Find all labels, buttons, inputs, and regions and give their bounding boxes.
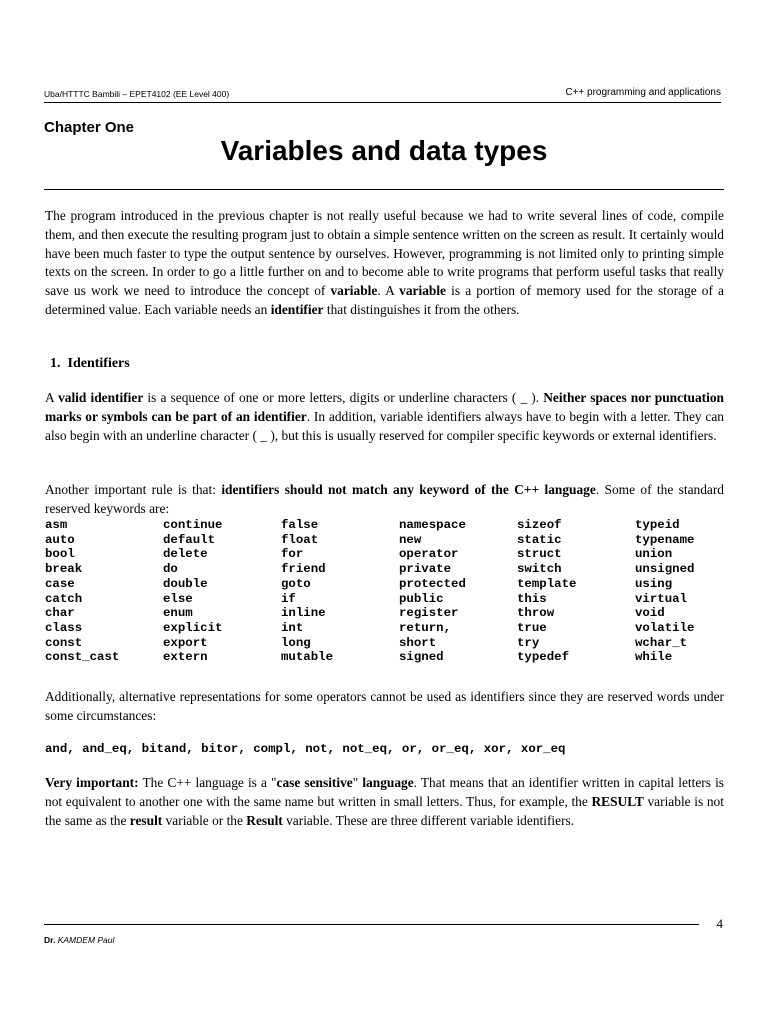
keyword-cell: long (281, 635, 311, 650)
keyword-cell: goto (281, 576, 311, 591)
keyword-cell: for (281, 547, 304, 562)
keyword-row (45, 606, 753, 621)
keyword-cell: while (635, 650, 673, 665)
keyword-cell: friend (281, 562, 326, 577)
keyword-cell: template (517, 576, 577, 591)
keyword-cell: volatile (635, 620, 695, 635)
page-title: Variables and data types (220, 135, 548, 166)
keyword-cell: void (635, 606, 665, 621)
keyword-cell: operator (399, 547, 459, 562)
keyword-cell: bool (45, 547, 75, 562)
keyword-cell: inline (281, 606, 326, 621)
keyword-cell: namespace (399, 518, 466, 532)
chapter-label: Chapter One (44, 119, 135, 136)
keyword-cell: new (399, 532, 422, 547)
footer-divider (44, 924, 699, 925)
keyword-cell: struct (517, 547, 562, 562)
keyword-cell: const_cast (45, 650, 120, 665)
keyword-cell: wchar_t (635, 635, 688, 650)
keyword-cell: switch (517, 562, 562, 577)
keyword-cell: sizeof (517, 518, 562, 532)
keyword-cell: private (399, 562, 452, 577)
keyword-row (45, 518, 753, 533)
keyword-cell: continue (163, 518, 223, 532)
keyword-cell: case (45, 576, 75, 591)
alternative-operators-paragraph: Additionally, alternative representations for some operators cannot be used as identifiers since they are reserved words under some circumstances: (45, 689, 724, 723)
keyword-cell: public (399, 591, 444, 606)
keyword-row (45, 547, 753, 562)
keyword-rule-paragraph: Another important rule is that: identifiers should not match any keyword of the C++ language. Some of the standard reserved keywords are: (45, 482, 725, 516)
keyword-cell: asm (45, 518, 68, 532)
keyword-cell: typeid (635, 518, 680, 532)
footer-author: Dr. KAMDEM Paul (44, 935, 115, 945)
keyword-row (45, 592, 753, 607)
alternative-operators-list: and, and_eq, bitand, bitor, compl, not, not_eq, or, or_eq, xor, xor_eq (45, 742, 566, 756)
title-divider (44, 189, 724, 190)
header-divider (44, 102, 721, 103)
page-number: 4 (716, 916, 723, 931)
keyword-cell: export (163, 635, 208, 650)
keyword-cell: typedef (517, 650, 570, 665)
keyword-cell: catch (45, 591, 83, 606)
keyword-cell: this (517, 591, 547, 606)
intro-paragraph: The program introduced in the previous chapter is not really useful because we had to write several lines of code, compile them, and then execute the resulting program just to obtain a simple sentence written on the screen as result. It certainly would have been much faster to type the output sentence by ourselves. However, programming is not limited only to printing simple texts on the screen. In order to go a little further on and to become able to write programs that perform useful tasks that really save us work we need to introduce the concept of variable. A variable is a portion of memory used for the storage of a determined value. Each variable needs an identifier that distinguishes it from the others. (45, 208, 724, 317)
header-book-title: C++ programming and applications (565, 87, 721, 98)
keyword-cell: short (399, 635, 437, 650)
header-course-info: Uba/HTTTC Bambili – EPET4102 (EE Level 400) (44, 89, 230, 99)
keyword-cell: signed (399, 650, 444, 665)
keyword-cell: if (281, 591, 296, 606)
keyword-cell: delete (163, 547, 208, 562)
keyword-cell: const (45, 635, 83, 650)
case-sensitivity-paragraph: Very important: The C++ language is a "case sensitive" language. That means that an identifier written in capital letters is not equivalent to another one with the same name but written in small letters. Thus, for example, the RESULT variable is not the same as the result variable or the Result variable. These are three different variable identifiers. (45, 775, 724, 828)
keyword-cell: true (517, 620, 547, 635)
keyword-cell: extern (163, 650, 208, 665)
section-number: 1. (50, 356, 61, 371)
keyword-cell: unsigned (635, 562, 695, 577)
keyword-cell: register (399, 606, 459, 621)
keyword-cell: mutable (281, 650, 334, 665)
keyword-row (45, 533, 753, 548)
keyword-cell: break (45, 562, 83, 577)
keyword-row (45, 577, 753, 592)
keyword-cell: do (163, 562, 178, 577)
keyword-cell: virtual (635, 591, 688, 606)
keyword-cell: int (281, 620, 304, 635)
keyword-cell: char (45, 606, 75, 621)
keyword-row (45, 636, 753, 651)
keyword-row (45, 562, 753, 577)
keyword-cell: throw (517, 606, 555, 621)
keywords-table (45, 518, 753, 665)
keyword-cell: false (281, 518, 319, 532)
keyword-cell: static (517, 532, 562, 547)
keyword-row (45, 650, 753, 665)
keyword-cell: union (635, 547, 673, 562)
identifier-rules-paragraph: A valid identifier is a sequence of one or more letters, digits or underline characters ( _ ). Neither spaces nor punctuation marks or symbols can be part of an identifier. In addition, variable identifiers always have to begin with a letter. They can also begin with an underline character ( _ ), but this is usually reserved for compiler specific keywords or external identifiers. (45, 390, 724, 443)
keyword-cell: else (163, 591, 193, 606)
keyword-cell: protected (399, 576, 466, 591)
keyword-cell: try (517, 635, 540, 650)
section-heading-identifiers (50, 356, 130, 372)
keyword-cell: class (45, 620, 83, 635)
keyword-cell: typename (635, 532, 695, 547)
keyword-cell: auto (45, 532, 75, 547)
keyword-cell: float (281, 532, 319, 547)
keyword-row (45, 621, 753, 636)
keyword-cell: default (163, 532, 216, 547)
keyword-cell: enum (163, 606, 193, 621)
section-title: Identifiers (67, 356, 130, 371)
keyword-cell: explicit (163, 620, 223, 635)
keyword-cell: using (635, 576, 673, 591)
keyword-cell: return, (399, 620, 452, 635)
keyword-cell: double (163, 576, 208, 591)
